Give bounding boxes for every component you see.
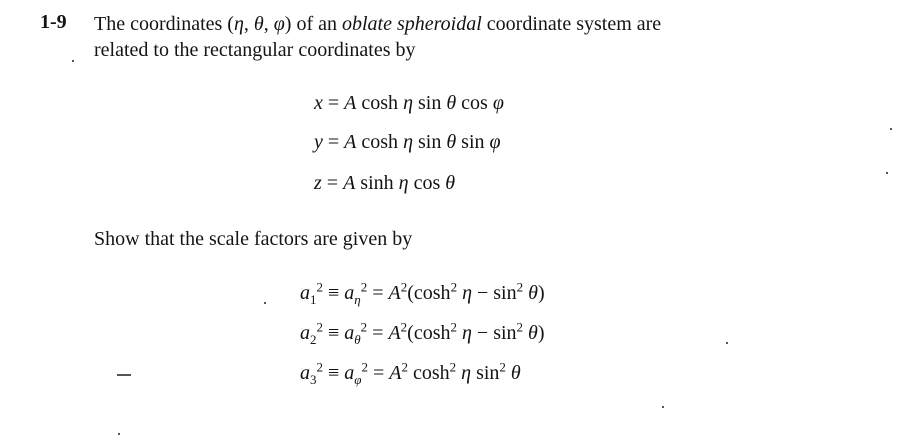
problem-statement-line-1: The coordinates (η, θ, φ) of an oblate spheroidal coordinate system are [94, 13, 662, 35]
scan-speck-7 [662, 406, 664, 408]
scan-speck-5 [890, 128, 892, 130]
problem-statement-line-2: related to the rectangular coordinates by [94, 39, 416, 61]
theta-symbol: θ [253, 13, 264, 35]
scan-speck-8 [118, 433, 120, 435]
scan-speck-2 [117, 374, 131, 376]
scale-factor-3: $a_3^2 \equiv a_\varphi^2 = A^2$ $\cosh^2 \eta$ $\sin^2 \theta$ [300, 359, 521, 387]
equation-x: x = A cosh η sin θ cos φ [314, 92, 504, 114]
scale-factor-1: $a_1^2 \equiv a_\eta^2 = A^2(\cosh^2$ $\eta - \sin^2 \theta$) [300, 279, 545, 307]
problem-number: 1-9 [40, 11, 67, 33]
scan-speck-1 [72, 60, 74, 62]
scan-speck-6 [886, 172, 888, 174]
intro-text-a: The coordinates ( [94, 13, 234, 35]
scan-speck-4 [726, 342, 728, 344]
intro-text-c: coordinate system are [481, 13, 662, 35]
show-statement: Show that the scale factors are given by [94, 228, 413, 250]
scale-factor-2: $a_2^2 \equiv a_\theta^2 = A^2(\cosh^2$ $\eta - \sin^2 \theta$) [300, 319, 545, 347]
intro-text-b: ) of an [284, 13, 342, 35]
scan-speck-3 [264, 302, 266, 304]
phi-symbol: φ [273, 13, 285, 35]
equation-y: y = A cosh η sin θ sin φ [314, 131, 501, 153]
equation-z: z = A sinh η cos θ [314, 172, 456, 194]
eta-symbol: η [233, 13, 244, 35]
oblate-spheroidal-term: oblate spheroidal [341, 13, 482, 35]
